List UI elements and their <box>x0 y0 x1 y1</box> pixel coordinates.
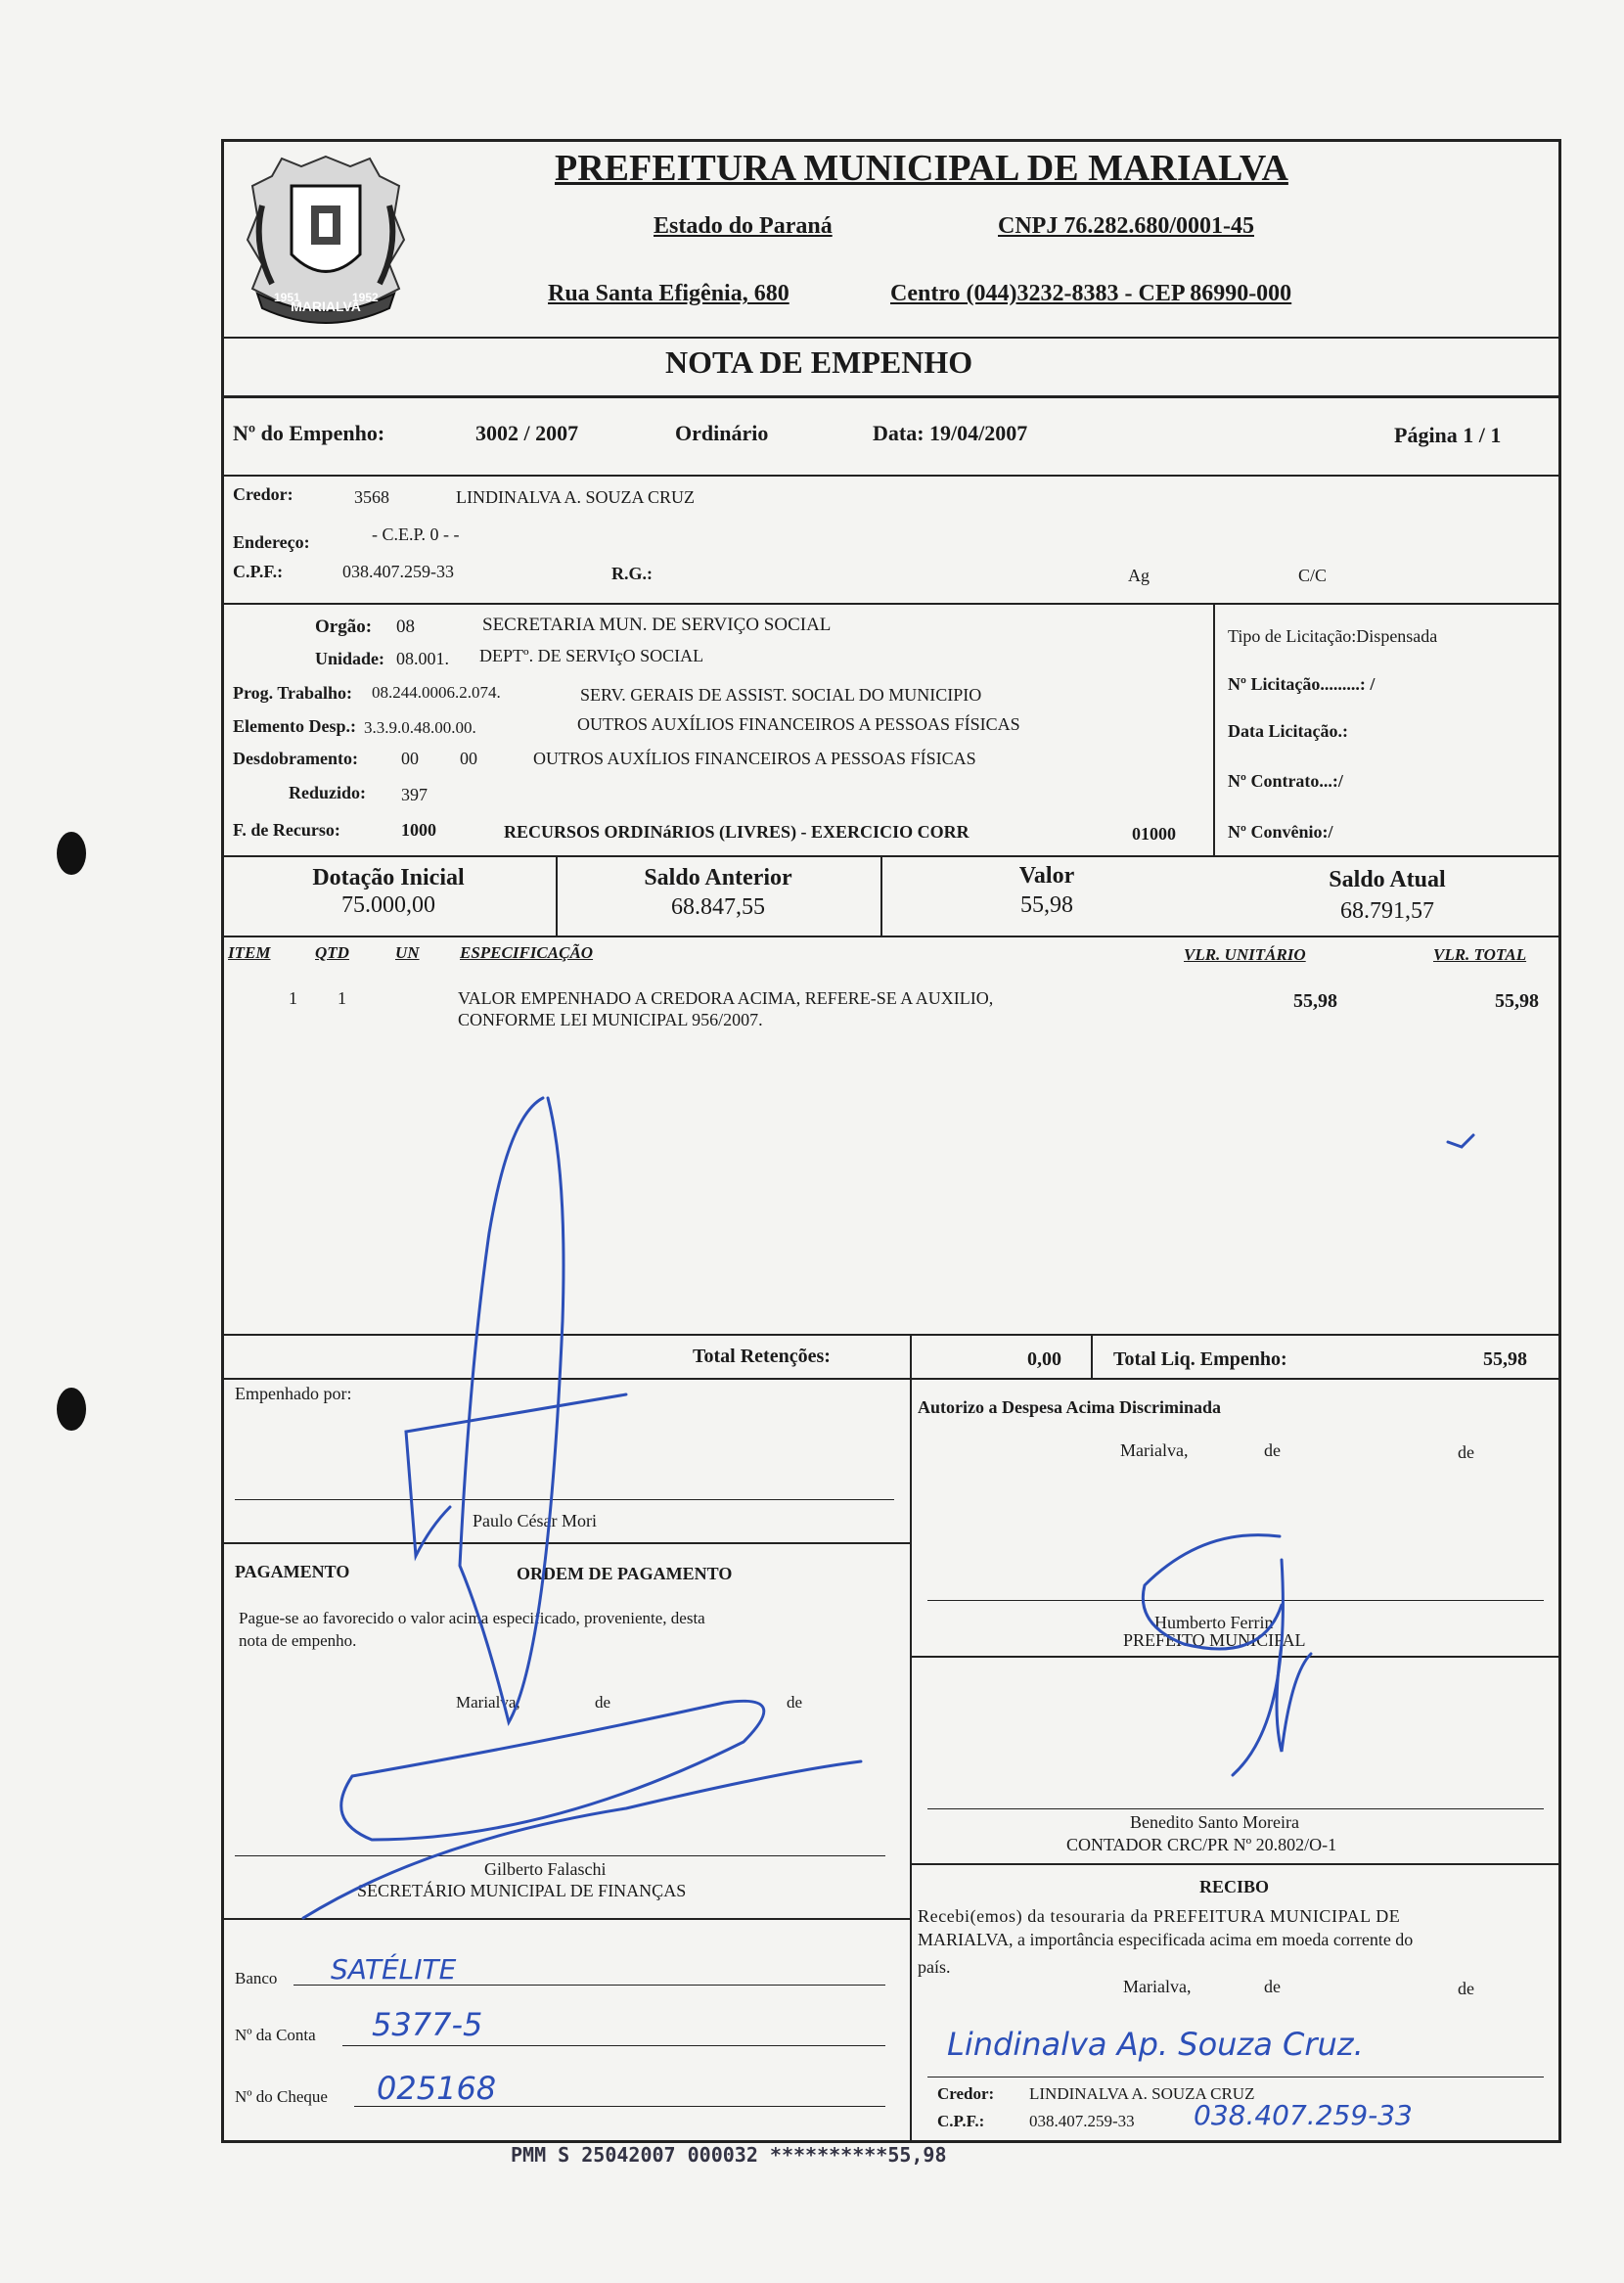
ordem-pagamento-label: ORDEM DE PAGAMENTO <box>517 1564 733 1583</box>
document-title: NOTA DE EMPENHO <box>665 344 973 380</box>
saldo-anterior-value: 68.847,55 <box>671 894 765 920</box>
recibo-text-line1: Recebi(emos) da tesouraria da PREFEITURA MUNICIPAL DE <box>918 1906 1401 1926</box>
elemento-label: Elemento Desp.: <box>233 716 356 736</box>
crest-text: MARIALVA <box>291 298 361 314</box>
unidade-code: 08.001. <box>396 649 449 668</box>
recurso-code: 1000 <box>401 820 436 840</box>
empenho-date: Data: 19/04/2007 <box>873 421 1028 445</box>
crest-year-right: 1952 <box>352 291 379 304</box>
reduzido-label: Reduzido: <box>289 783 367 802</box>
desdobramento-name: OUTROS AUXÍLIOS FINANCEIROS A PESSOAS FÍSICAS <box>533 749 976 768</box>
recibo-signature: Lindinalva Ap. Souza Cruz. <box>947 2026 1364 2063</box>
pagamento-text-line2: nota de empenho. <box>239 1631 357 1650</box>
empenhado-por-name: Paulo César Mori <box>473 1511 597 1530</box>
ag-label: Ag <box>1128 566 1150 585</box>
dotacao-inicial-label: Dotação Inicial <box>312 865 465 890</box>
saldo-atual-label: Saldo Atual <box>1329 867 1446 892</box>
cheque-label: Nº do Cheque <box>235 2087 328 2106</box>
contact-info: Centro (044)3232-8383 - CEP 86990-000 <box>890 281 1292 306</box>
item-description-line2: CONFORME LEI MUNICIPAL 956/2007. <box>458 1010 763 1029</box>
autorizo-label: Autorizo a Despesa Acima Discriminada <box>918 1397 1221 1417</box>
col-header-un: UN <box>395 943 420 962</box>
orgao-name: SECRETARIA MUN. DE SERVIÇO SOCIAL <box>482 615 832 635</box>
col-header-vlr-total: VLR. TOTAL <box>1433 945 1527 964</box>
elemento-name: OUTROS AUXÍLIOS FINANCEIROS A PESSOAS FÍSICAS <box>577 714 1020 734</box>
total-liquido-label: Total Liq. Empenho: <box>1113 1348 1287 1370</box>
banco-label: Banco <box>235 1969 278 1987</box>
recibo-title: RECIBO <box>1199 1877 1270 1896</box>
item-qtd: 1 <box>338 988 346 1008</box>
endereco-label: Endereço: <box>233 532 310 552</box>
contador-title: CONTADOR CRC/PR Nº 20.802/O-1 <box>1066 1835 1337 1854</box>
pagamento-text-line1: Pague-se ao favorecido o valor acima especificado, proveniente, desta <box>239 1609 705 1627</box>
pagamento-label: PAGAMENTO <box>235 1562 350 1581</box>
numero-contrato: Nº Contrato...:/ <box>1228 771 1343 791</box>
recibo-credor-label: Credor: <box>937 2084 995 2103</box>
recibo-text-line2: MARIALVA, a importância especificada acima em moeda corrente do <box>918 1930 1414 1949</box>
empenho-label: Nº do Empenho: <box>233 421 385 445</box>
col-header-especificacao: ESPECIFICAÇÃO <box>460 943 594 962</box>
signature-stroke <box>1448 1135 1473 1147</box>
unidade-label: Unidade: <box>315 649 385 668</box>
recibo-credor-name: LINDINALVA A. SOUZA CRUZ <box>1029 2084 1255 2103</box>
col-header-item: ITEM <box>228 943 271 962</box>
contador-name: Benedito Santo Moreira <box>1130 1812 1299 1832</box>
payment-stamp: PMM S 25042007 000032 **********55,98 <box>511 2143 947 2167</box>
numero-convenio: Nº Convênio:/ <box>1228 822 1333 842</box>
credor-code: 3568 <box>354 487 389 507</box>
signature-stroke <box>460 1098 564 1722</box>
col-header-vlr-unitario: VLR. UNITÁRIO <box>1184 945 1306 964</box>
secretario-name: Gilberto Falaschi <box>484 1859 607 1879</box>
street-address: Rua Santa Efigênia, 680 <box>548 281 789 306</box>
item-total-value: 55,98 <box>1495 990 1539 1012</box>
dotacao-inicial-value: 75.000,00 <box>341 892 435 918</box>
total-retencoes-value: 0,00 <box>1027 1348 1061 1370</box>
valor-value: 55,98 <box>1020 892 1073 918</box>
crest-year-left: 1951 <box>274 291 300 304</box>
page-number: Página 1 / 1 <box>1394 423 1502 447</box>
cc-label: C/C <box>1298 566 1328 585</box>
endereco-value: - C.E.P. 0 - - <box>372 525 460 544</box>
recurso-name: RECURSOS ORDINáRIOS (LIVRES) - EXERCICIO CORR <box>504 822 970 842</box>
total-liquido-value: 55,98 <box>1483 1348 1527 1370</box>
desdobramento-code1: 00 <box>401 749 419 768</box>
autorizo-de1: de <box>1264 1440 1281 1460</box>
pagamento-de2: de <box>787 1693 803 1712</box>
tipo-licitacao: Tipo de Licitação:Dispensada <box>1228 626 1438 646</box>
cpf-value: 038.407.259-33 <box>342 562 454 581</box>
empenho-number: 3002 / 2007 <box>475 421 579 445</box>
state-label: Estado do Paraná <box>654 213 833 239</box>
cpf-label: C.P.F.: <box>233 562 284 581</box>
conta-value: 5377-5 <box>372 2006 483 2043</box>
signature-stroke <box>406 1394 626 1556</box>
recibo-cpf-value: 038.407.259-33 <box>1029 2112 1135 2130</box>
rg-label: R.G.: <box>611 564 653 583</box>
data-licitacao: Data Licitação.: <box>1228 721 1348 741</box>
reduzido-value: 397 <box>401 785 428 804</box>
conta-label: Nº da Conta <box>235 2026 316 2044</box>
secretario-title: SECRETÁRIO MUNICIPAL DE FINANÇAS <box>357 1881 687 1900</box>
cnpj-label: CNPJ 76.282.680/0001-45 <box>998 213 1254 239</box>
prefeito-title: PREFEITO MUNICIPAL <box>1123 1630 1306 1650</box>
item-unit-value: 55,98 <box>1293 990 1337 1012</box>
prog-trabalho-label: Prog. Trabalho: <box>233 683 353 703</box>
col-header-qtd: QTD <box>315 943 349 962</box>
orgao-label: Orgão: <box>315 616 373 637</box>
elemento-code: 3.3.9.0.48.00.00. <box>364 718 476 737</box>
item-description-line1: VALOR EMPENHADO A CREDORA ACIMA, REFERE-SE A AUXILIO, <box>458 988 994 1008</box>
signature-stroke <box>341 1701 764 1840</box>
desdobramento-code2: 00 <box>460 749 477 768</box>
cheque-value: 025168 <box>377 2070 497 2107</box>
credor-name: LINDINALVA A. SOUZA CRUZ <box>456 487 696 507</box>
recibo-de2: de <box>1458 1979 1474 1998</box>
empenhado-por-label: Empenhado por: <box>235 1384 352 1403</box>
signature-stroke <box>1143 1535 1282 1649</box>
recurso-label: F. de Recurso: <box>233 820 340 840</box>
prefeito-name: Humberto Ferrin <box>1154 1613 1274 1632</box>
banco-value: SATÉLITE <box>331 1953 457 1986</box>
signature-stroke <box>1233 1560 1283 1775</box>
saldo-anterior-label: Saldo Anterior <box>644 865 792 890</box>
recibo-text-line3: país. <box>918 1957 951 1977</box>
autorizo-place: Marialva, <box>1120 1440 1189 1460</box>
page-title: PREFEITURA MUNICIPAL DE MARIALVA <box>555 148 1288 189</box>
valor-label: Valor <box>1018 863 1075 889</box>
recibo-cpf-label: C.P.F.: <box>937 2112 985 2130</box>
prog-trabalho-name: SERV. GERAIS DE ASSIST. SOCIAL DO MUNICIPIO <box>580 685 982 705</box>
orgao-code: 08 <box>396 616 415 637</box>
pagamento-de1: de <box>595 1693 611 1712</box>
empenho-type: Ordinário <box>675 421 769 445</box>
saldo-atual-value: 68.791,57 <box>1340 898 1434 924</box>
recibo-place: Marialva, <box>1123 1977 1192 1996</box>
recibo-cpf-handwritten: 038.407.259-33 <box>1194 2099 1413 2131</box>
desdobramento-label: Desdobramento: <box>233 749 358 768</box>
recurso-number: 01000 <box>1132 824 1176 844</box>
numero-licitacao: Nº Licitação.........: / <box>1228 674 1376 694</box>
autorizo-de2: de <box>1458 1442 1474 1462</box>
signature-stroke <box>1277 1644 1311 1752</box>
total-retencoes-label: Total Retenções: <box>693 1346 831 1367</box>
credor-label: Credor: <box>233 484 293 504</box>
item-number: 1 <box>289 988 297 1008</box>
pagamento-place: Marialva, <box>456 1693 520 1712</box>
recibo-de1: de <box>1264 1977 1281 1996</box>
unidade-name: DEPTº. DE SERVIçO SOCIAL <box>479 646 704 665</box>
prog-trabalho-code: 08.244.0006.2.074. <box>372 683 501 702</box>
